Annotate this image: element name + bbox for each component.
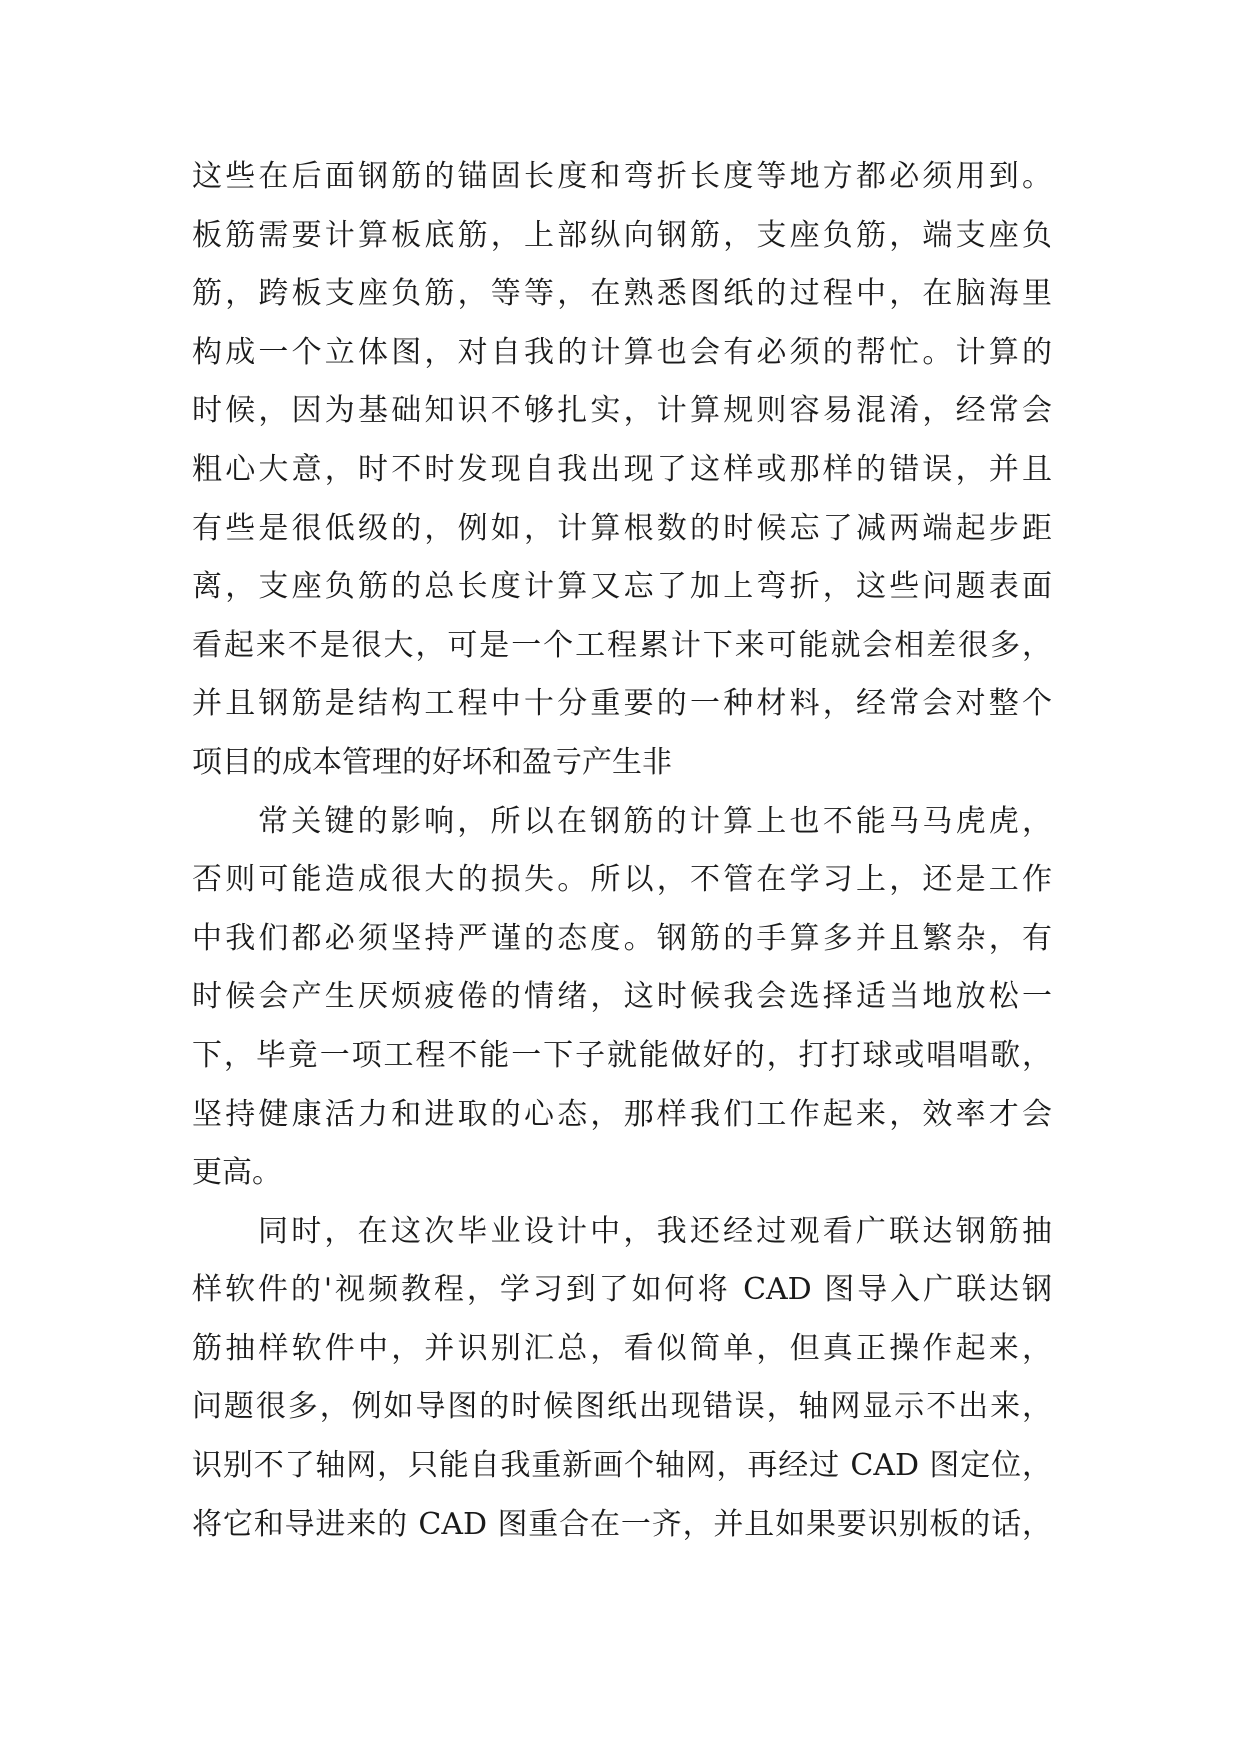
text-line: 板筋需要计算板底筋，上部纵向钢筋，支座负筋，端支座负 [192, 217, 1052, 253]
text-line: 这些在后面钢筋的锚固长度和弯折长度等地方都必须用到。 [192, 159, 1052, 194]
paragraph-start-line: 常关键的影响，所以在钢筋的计算上也不能马马虎虎， [258, 803, 1052, 839]
text-line: 更高。 [192, 1155, 282, 1191]
text-line: 看起来不是很大，可是一个工程累计下来可能就会相差很多， [192, 627, 1052, 663]
text-line: 中我们都必须坚持严谨的态度。钢筋的手算多并且繁杂，有 [192, 920, 1052, 956]
paragraph-start-line: 同时，在这次毕业设计中，我还经过观看广联达钢筋抽 [258, 1213, 1052, 1249]
text-line: 筋，跨板支座负筋，等等，在熟悉图纸的过程中，在脑海里 [192, 276, 1052, 312]
text-line: 时候会产生厌烦疲倦的情绪，这时候我会选择适当地放松一 [192, 979, 1052, 1015]
text-line: 问题很多，例如导图的时候图纸出现错误，轴网显示不出来， [192, 1389, 1052, 1425]
text-line: 有些是很低级的，例如，计算根数的时候忘了减两端起步距 [192, 510, 1052, 546]
text-line: 时候，因为基础知识不够扎实，计算规则容易混淆，经常会 [192, 393, 1052, 429]
text-line: 下，毕竟一项工程不能一下子就能做好的，打打球或唱唱歌， [192, 1037, 1052, 1073]
text-line: 筋抽样软件中，并识别汇总，看似简单，但真正操作起来， [192, 1330, 1052, 1366]
text-line: 并且钢筋是结构工程中十分重要的一种材料，经常会对整个 [192, 686, 1052, 722]
text-line: 将它和导进来的 CAD 图重合在一齐，并且如果要识别板的话， [192, 1506, 1052, 1542]
text-line: 识别不了轴网，只能自我重新画个轴网，再经过 CAD 图定位， [192, 1448, 1052, 1484]
text-line: 项目的成本管理的好坏和盈亏产生非 [192, 744, 672, 780]
text-line: 离，支座负筋的总长度计算又忘了加上弯折，这些问题表面 [192, 569, 1052, 605]
body-text [192, 148, 1052, 1554]
text-line: 否则可能造成很大的损失。所以，不管在学习上，还是工作 [192, 862, 1052, 898]
text-line: 坚持健康活力和进取的心态，那样我们工作起来，效率才会 [192, 1096, 1052, 1132]
text-line: 构成一个立体图，对自我的计算也会有必须的帮忙。计算的 [192, 334, 1052, 370]
text-line: 样软件的'视频教程，学习到了如何将 CAD 图导入广联达钢 [192, 1272, 1052, 1308]
text-line: 粗心大意，时不时发现自我出现了这样或那样的错误，并且 [192, 451, 1052, 487]
